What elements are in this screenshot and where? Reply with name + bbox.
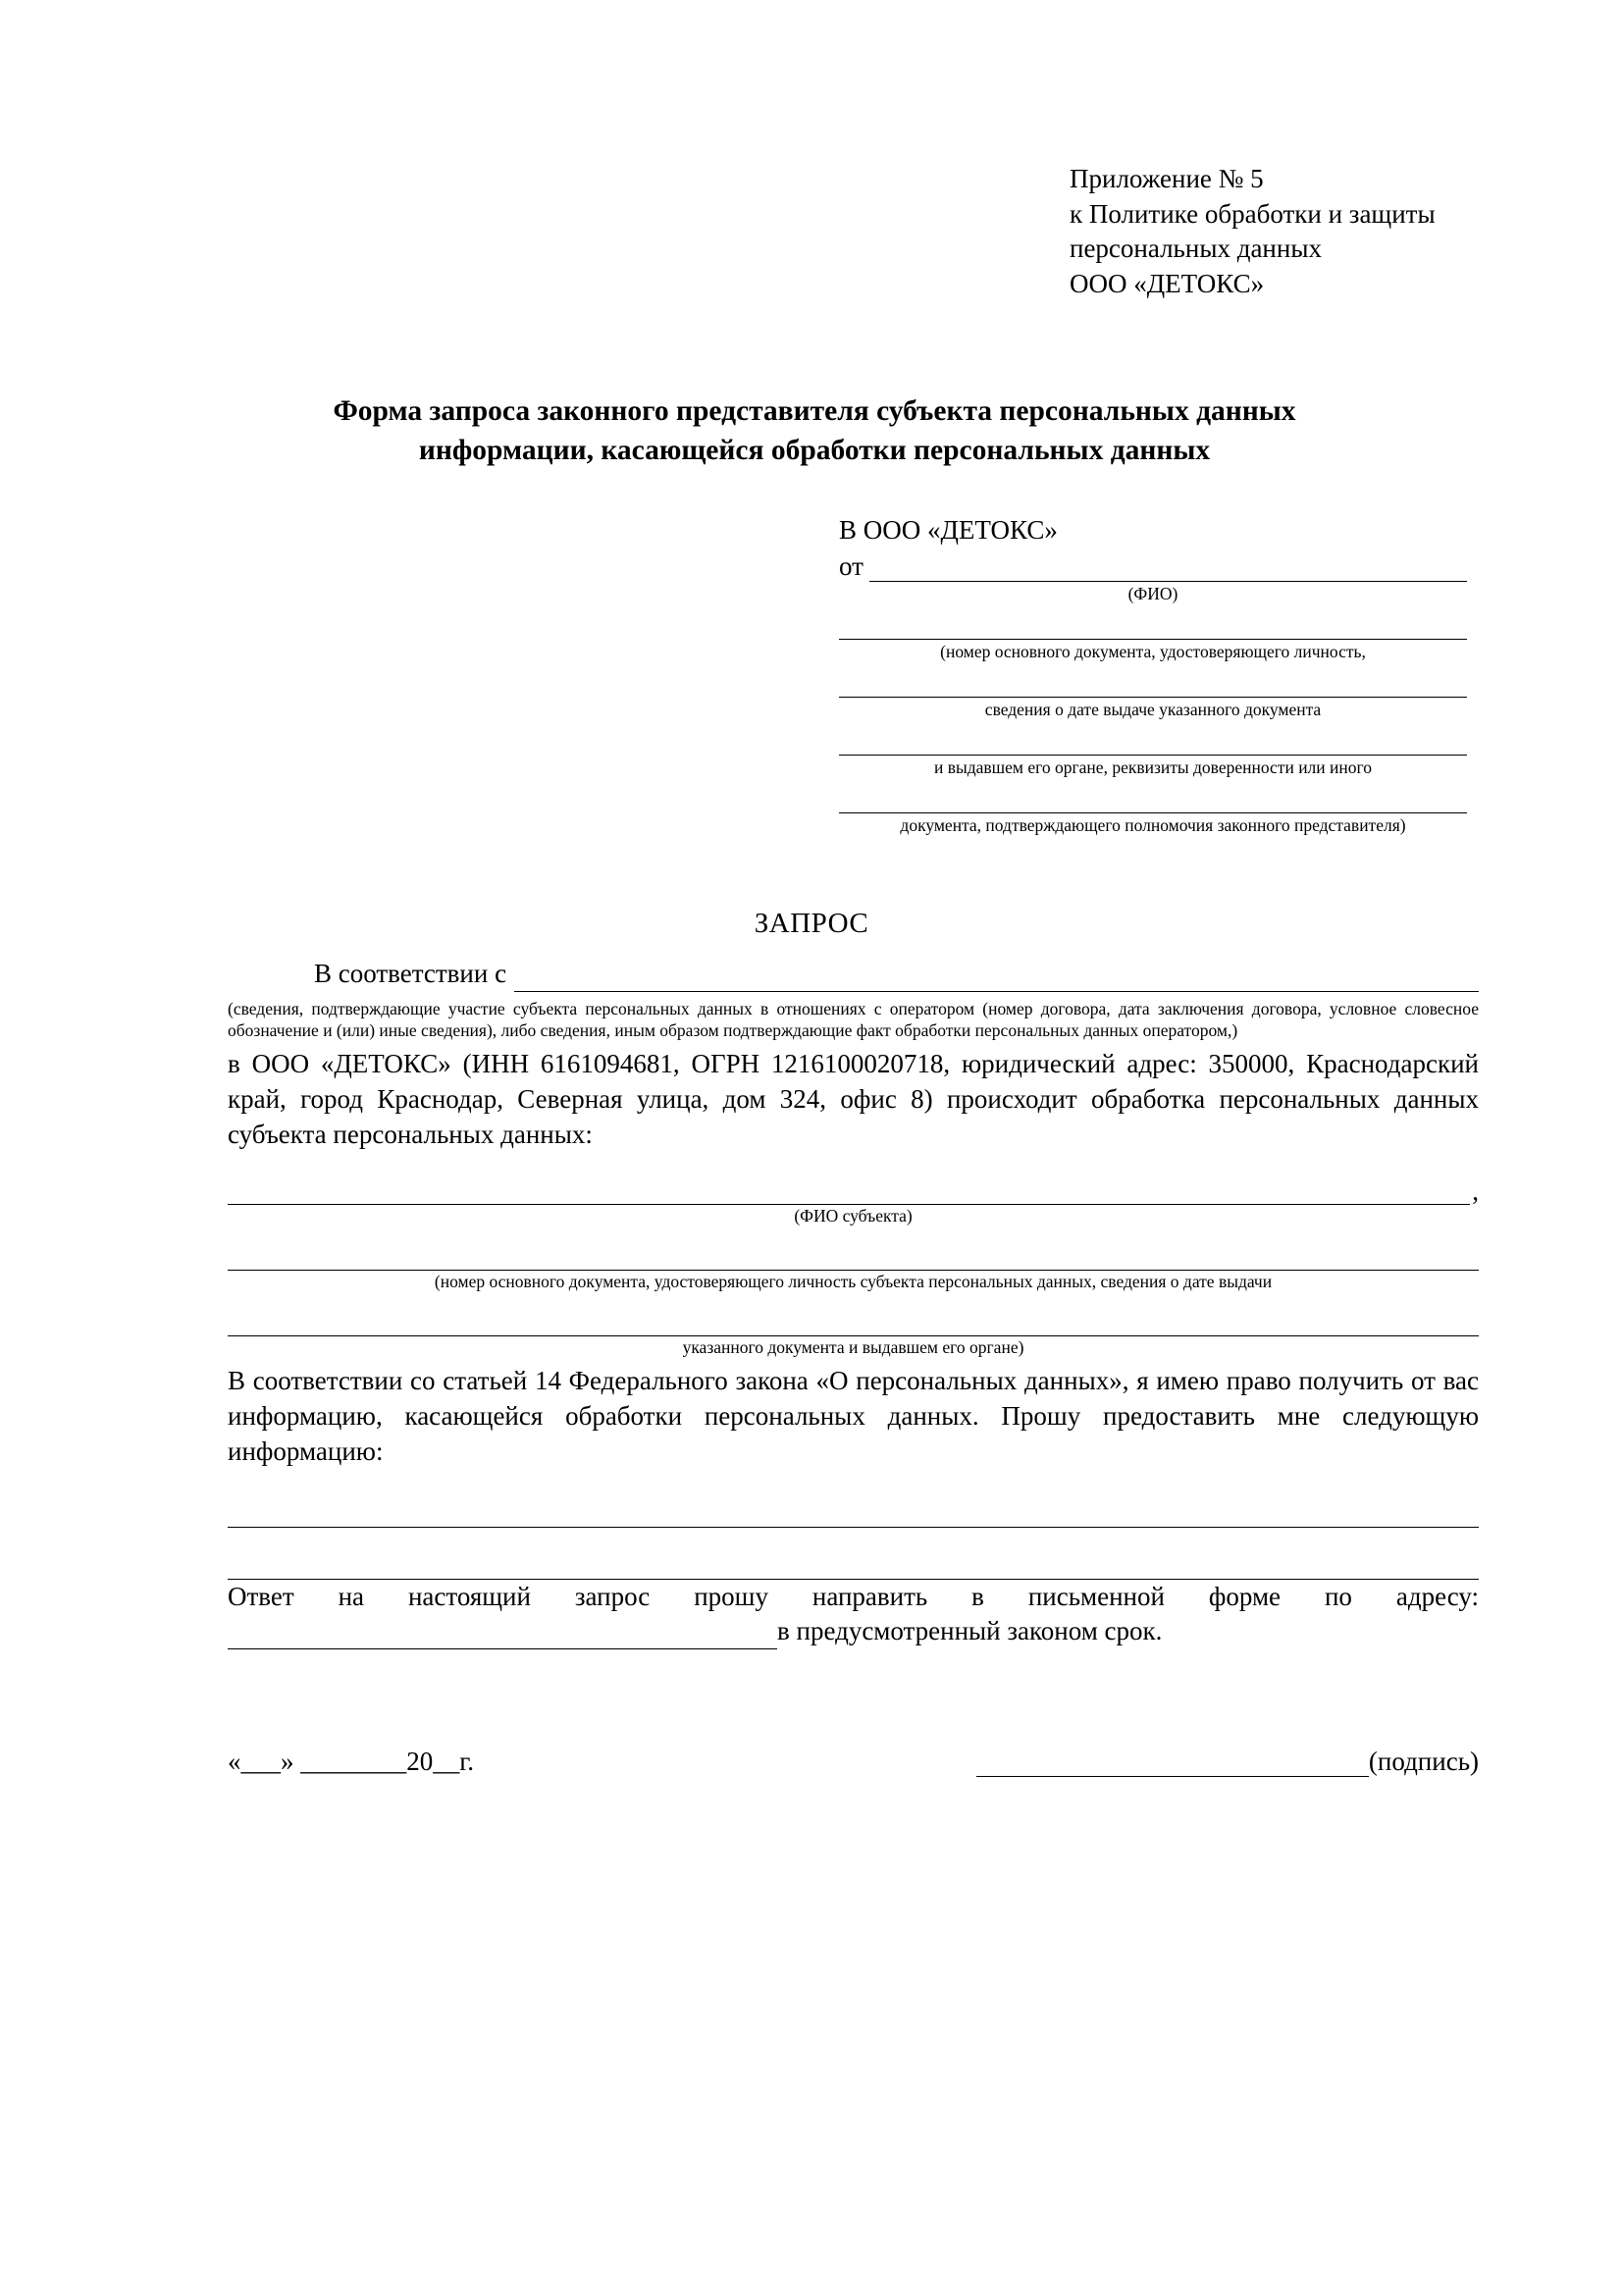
subject-doc-input-2[interactable] [228,1302,1479,1336]
caption-doc-number: (номер основного документа, удостоверяющего личность, [940,641,1366,661]
request-heading: ЗАПРОС [754,908,869,939]
addressee-doc-issuer-input[interactable] [839,725,1467,756]
signature-label: (подпись) [1368,1747,1479,1776]
caption-subject-doc-2: указанного документа и выдавшем его органе) [682,1336,1024,1357]
requested-info-input-1[interactable] [228,1493,1479,1528]
caption-subject-doc-1: (номер основного документа, удостоверяющего личность субъекта персональных данных, сведения о дате выдачи [434,1271,1273,1291]
addressee-doc-number-input[interactable] [839,609,1467,640]
addressee-to: В ООО «ДЕТОКС» [839,515,1058,545]
basis-label: В соответствии с [314,959,507,988]
appendix-policy-line-2: персональных данных [1070,234,1322,264]
addressee-doc-authority-input[interactable] [839,783,1467,813]
answer-sentence: Ответ на настоящий запрос прошу направить в письменной форме по адресу: [228,1581,1479,1611]
basis-caption: (сведения, подтверждающие участие субъекта персональных данных в отношениях с оператором (номер договора, дата заключения договора, условное словесное обозначение и (или) иные сведения), либо сведения, иным образом подтверждающие факт обработки персональных данных оператором,) [228,998,1479,1040]
answer-address-row [228,1614,1479,1649]
addressee-doc-date-input[interactable] [839,667,1467,698]
subject-fio-row [228,1171,1479,1205]
date-line[interactable]: «___» ________20__г. [228,1747,475,1776]
page-title-line-2: информации, касающейся обработки персональных данных [418,434,1211,466]
signature-block [228,1747,1479,1777]
subject-fio-input[interactable] [228,1171,1470,1205]
requested-info-input-2[interactable] [228,1545,1479,1580]
page-title-line-1: Форма запроса законного представителя субъекта персональных данных [333,395,1296,427]
caption-subject-fio: (ФИО субъекта) [794,1205,913,1226]
subject-doc-input-1[interactable] [228,1236,1479,1271]
caption-fio: (ФИО) [1127,584,1178,603]
subject-fio-comma: , [1472,1175,1479,1206]
page-title [206,392,1423,471]
operator-paragraph: в ООО «ДЕТОКС» (ИНН 6161094681, ОГРН 1216100020718, юридический адрес: 350000, Краснодарский край, город Краснодар, Северная улица, дом 324, офис 8) происходит обработка персональных данных субъекта персональных данных: [228,1049,1479,1149]
basis-row [228,957,1479,992]
caption-doc-authority: документа, подтверждающего полномочия законного представителя) [900,814,1406,835]
law-paragraph: В соответствии со статьей 14 Федерального закона «О персональных данных», я имею право получить от вас информацию, касающейся обработки персональных данных. Прошу предоставить мне следующую информацию: [228,1365,1479,1466]
appendix-number: Приложение № 5 [1070,164,1264,193]
answer-tail: в предусмотренный законом срок. [777,1616,1163,1646]
basis-input[interactable] [514,967,1479,992]
caption-doc-date: сведения о дате выдаче указанного документа [984,699,1322,719]
signature-input[interactable] [976,1750,1369,1777]
addressee-block [839,515,1467,836]
request-body [228,957,1479,1649]
caption-doc-issuer: и выдавшем его органе, реквизиты доверенности или иного [933,757,1373,777]
addressee-from-input[interactable] [869,557,1467,582]
appendix-company: ООО «ДЕТОКС» [1070,268,1265,298]
addressee-from-label: от [839,551,864,581]
answer-address-input[interactable] [228,1619,777,1649]
addressee-from-row [839,551,1467,582]
appendix-policy-line-1: к Политике обработки и защиты [1070,198,1436,229]
appendix-header [1070,162,1580,302]
signature-row [976,1747,1479,1777]
